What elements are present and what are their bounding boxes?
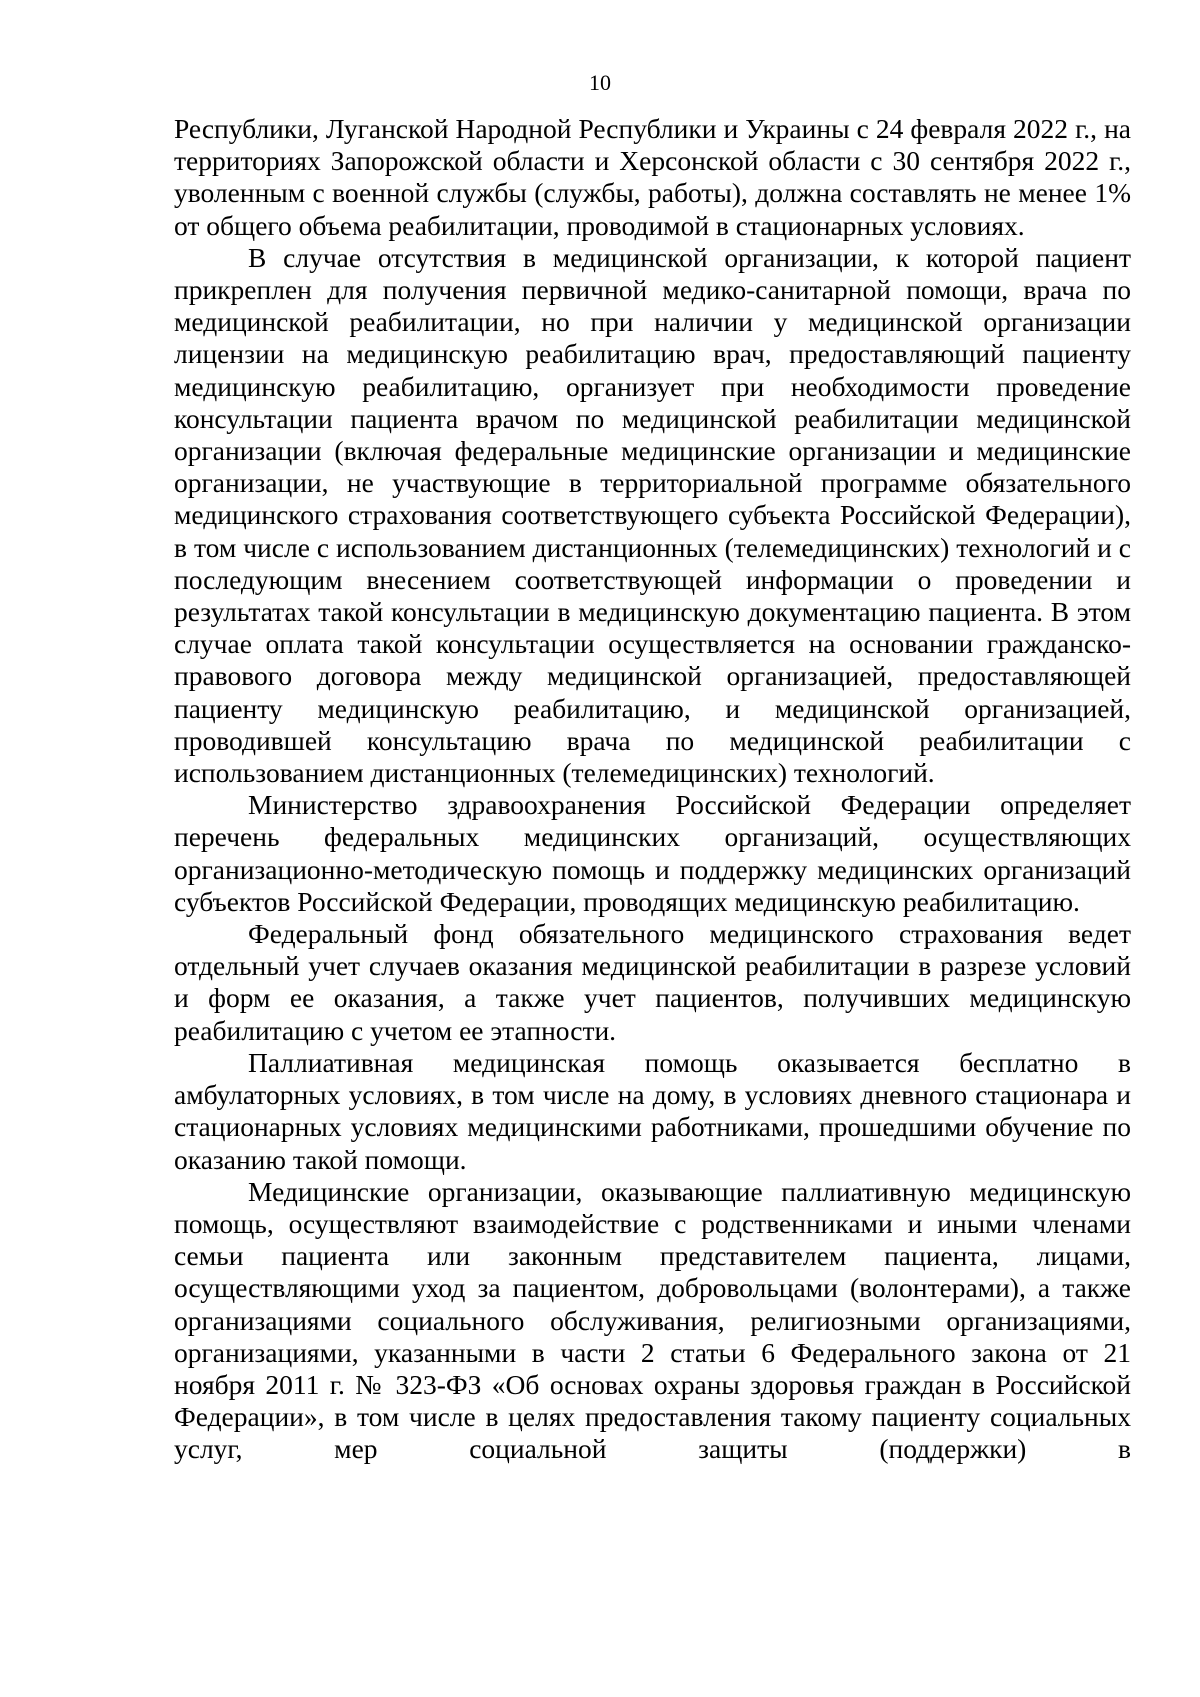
page-number: 10	[589, 70, 611, 95]
document-body	[174, 113, 1131, 1466]
paragraph-palliative-care: Паллиативная медицинская помощь оказывается бесплатно в амбулаторных условиях, в том числе на дому, в условиях дневного стационара и стационарных условиях медицинскими работниками, прошедшими обучение по оказанию такой помощи.	[174, 1046, 1131, 1175]
paragraph-teleconsultation: В случае отсутствия в медицинской организации, к которой пациент прикреплен для получения первичной медико-санитарной помощи, врача по медицинской реабилитации, но при наличии у медицинской организации лицензии на медицинскую реабилитацию врач, предоставляющий пациенту медицинскую реабилитацию, организует при необходимости проведение консультации пациента врачом по медицинской реабилитации медицинской организации (включая федеральные медицинские организации и медицинские организации, не участвующие в территориальной программе обязательного медицинского страхования соответствующего субъекта Российской Федерации), в том числе с использованием дистанционных (телемедицинских) технологий и с последующим внесением соответствующей информации о проведении и результатах такой консультации в медицинскую документацию пациента. В этом случае оплата такой консультации осуществляется на основании гражданско-правового договора между медицинской организацией, предоставляющей пациенту медицинскую реабилитацию, и медицинской организацией, проводившей консультацию врача по медицинской реабилитации с использованием дистанционных (телемедицинских) технологий.	[174, 241, 1131, 789]
paragraph-ministry-list: Министерство здравоохранения Российской Федерации определяет перечень федеральных медицинских организаций, осуществляющих организационно-методическую помощь и поддержку медицинских организаций субъектов Российской Федерации, проводящих медицинскую реабилитацию.	[174, 789, 1131, 917]
paragraph-fund-accounting: Федеральный фонд обязательного медицинского страхования ведет отдельный учет случаев оказания медицинской реабилитации в разрезе условий и форм ее оказания, а также учет пациентов, получивших медицинскую реабилитацию с учетом ее этапности.	[174, 918, 1131, 1046]
paragraph-palliative-cooperation: Медицинские организации, оказывающие паллиативную медицинскую помощь, осуществляют взаимодействие с родственниками и иными членами семьи пациента или законным представителем пациента, лицами, осуществляющими уход за пациентом, добровольцами (волонтерами), а также организациями социального обслуживания, религиозными организациями, организациями, указанными в части 2 статьи 6 Федерального закона от 21 ноября 2011 г. № 323-ФЗ «Об основах охраны здоровья граждан в Российской Федерации», в том числе в целях предоставления такому пациенту социальных услуг, мер социальной защиты (поддержки) в	[174, 1175, 1131, 1465]
paragraph-continuation: Республики, Луганской Народной Республики и Украины с 24 февраля 2022 г., на территориях Запорожской области и Херсонской области с 30 сентября 2022 г., уволенным с военной службы (службы, работы), должна составлять не менее 1% от общего объема реабилитации, проводимой в стационарных условиях.	[174, 113, 1131, 241]
